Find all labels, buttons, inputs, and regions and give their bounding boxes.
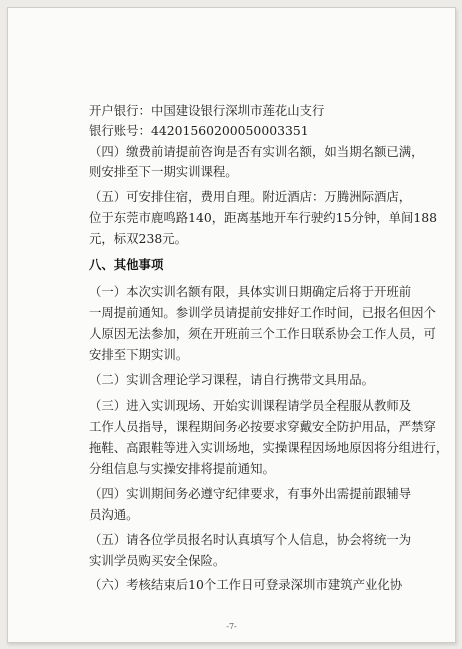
bank-account-line: 银行账号：44201560200050003351 [89,123,309,138]
paragraph-line: （三）进入实训现场、开始实训课程请学员全程服从教师及 [89,398,412,413]
paragraph-line: 分组信息与实操安排将提前通知。 [89,461,275,476]
page-number: -7- [226,622,237,631]
paragraph-line: 拖鞋、高跟鞋等进入实训场地，实操课程因场地原因将分组进行， [89,440,449,455]
paragraph-line: （五）请各位学员报名时认真填写个人信息，协会将统一为 [89,532,412,547]
paragraph-line: 安排至下期实训。 [89,347,189,362]
document-page [7,7,456,643]
paragraph-line: 则安排至下一期实训课程。 [89,164,238,179]
paragraph-line: 元，标双238元。 [89,231,187,246]
paragraph-line: （五）可安排住宿，费用自理。附近酒店：万腾洲际酒店， [89,189,412,204]
paragraph-line: （二）实训含理论学习课程，请自行携带文具用品。 [89,372,374,387]
paragraph-line: 工作人员指导，课程期间务必按要求穿戴安全防护用品，严禁穿 [89,419,436,434]
paragraph-line: 实训学员购买安全保险。 [89,553,226,568]
paragraph-line: 位于东莞市鹿鸣路140，距离基地开车行驶约15分钟，单间188 [89,210,438,225]
section-heading: 八、其他事项 [89,257,164,272]
paragraph-line: （四）实训期间务必遵守纪律要求，有事外出需提前跟辅导 [89,486,412,501]
paragraph-line: （四）缴费前请提前咨询是否有实训名额，如当期名额已满， [89,144,424,159]
paragraph-line: （六）考核结束后10个工作日可登录深圳市建筑产业化协 [89,577,403,592]
paragraph-line: 员沟通。 [89,507,139,522]
paragraph-line: 一周提前通知。参训学员请提前安排好工作时间，已报名但因个 [89,305,436,320]
paragraph-line: 人原因无法参加，须在开班前三个工作日联系协会工作人员，可 [89,326,436,341]
paragraph-line: （一）本次实训名额有限，具体实训日期确定后将于开班前 [89,284,412,299]
bank-name-line: 开户银行：中国建设银行深圳市莲花山支行 [89,103,325,118]
